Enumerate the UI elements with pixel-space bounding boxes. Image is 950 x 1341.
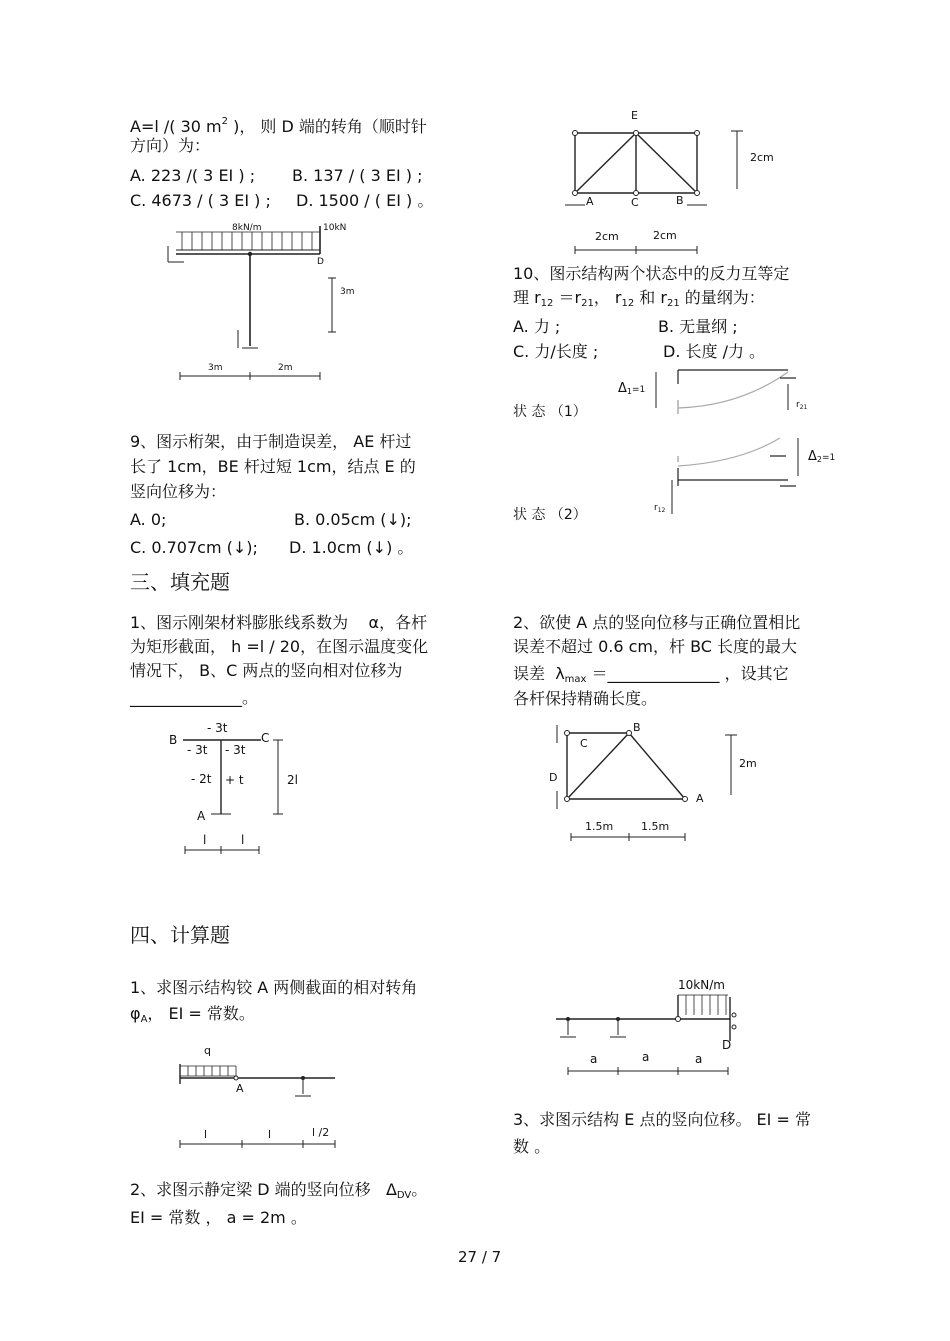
delta-subscript: 1 [626,387,632,396]
truss-node [695,191,700,196]
truss-node [573,131,578,136]
fig3-top-right-temp: - 3t [225,743,246,757]
fig2-height-label: 2cm [750,151,774,164]
truss-node [634,191,639,196]
fig7-a1-label: a [590,1052,598,1066]
joint-node [248,252,252,256]
support-node [301,1076,305,1080]
truss-node [573,191,578,196]
q9-option-a: A. 0; [130,510,167,529]
q10-text-line1: 10、图示结构两个状态中的反力互等定 [513,264,790,283]
fig1-width2-label: 2m [278,363,293,373]
r21-subscript: 21 [799,404,808,411]
q9-option-d-end: ) 。 [386,538,414,557]
q8-option-b: B. 137 / ( 3 EI ) ; [292,166,423,185]
r21-subscript: 21 [666,298,680,309]
fig3-a-label: A [197,809,206,823]
calc2-text-a: 2、求图示静定梁 D 端的竖向位移 [130,1180,371,1199]
r12-subscript: 12 [540,298,554,309]
state2-r12 [654,503,666,514]
frame-figure-q8 [160,218,360,383]
hinged-beam-figure [170,1040,350,1150]
q10-option-d: D. 长度 /力 。 [663,342,766,361]
alpha-symbol: α [368,613,380,632]
support-node [616,1017,620,1021]
truss-node [634,131,639,136]
hinge-node [676,1017,681,1022]
truss-figure-q9 [555,105,795,260]
fig1-d-label: D [317,257,324,267]
q8-option-c: C. 4673 / ( 3 EI ) ; [130,191,271,210]
fill2-text-a: 误差 [513,664,546,683]
lambda-symbol: λ [555,664,565,683]
fig1-width1-label: 3m [208,363,223,373]
q8-text-a: A=l /( 30 m [130,117,222,136]
r-symbol: r [654,503,658,513]
fill2-text-line3 [513,664,789,690]
q9-option-d-text: D. 1.0cm ( [289,538,373,557]
q10-text-e: 的量纲为： [679,288,765,307]
truss-node [683,797,688,802]
fig6-b-label: B [633,721,641,734]
q10-text-b: ＝r [553,288,582,307]
hinge-node [234,1076,238,1080]
fig6-width2-label: 1.5m [641,820,670,833]
q10-text-d: 和 r [634,288,667,307]
truss-figure-fill2 [545,715,775,845]
state1-delta [618,381,645,396]
fig1-load-label: 8kN/m [232,223,262,233]
fill2-text-line2: 误差不超过 0.6 cm，杆 BC 长度的最大 [513,637,798,656]
reciprocal-states-figure [610,362,850,522]
fill1-text-line3: 情况下， B、C 两点的竖向相对位移为 [130,661,403,680]
fig3-c-label: C [261,731,270,745]
phi-symbol: φ [130,1004,141,1023]
fig7-a3-label: a [695,1052,703,1066]
calc1-text-line1: 1、求图示结构铰 A 两侧截面的相对转角 [130,978,418,997]
state2-delta [808,449,835,464]
fig6-c-label: C [580,737,588,750]
fill1-text-line2: 为矩形截面， h =l / 20，在图示温度变化 [130,637,429,656]
fig6-width1-label: 1.5m [585,820,614,833]
q10-text-line2 [513,288,765,314]
state1-r21 [796,400,808,411]
q9-text-line3: 竖向位移为： [130,482,227,501]
q8-text-line2: 方向）为： [130,136,211,155]
state1-label: 状 态 （1） [513,404,587,420]
fill1-answer-blank: ______________。 [130,688,259,707]
q10-option-a: A. 力 ; [513,317,561,336]
q8-option-d: D. 1500 / ( EI ) 。 [296,191,434,210]
fig2-a-label: A [586,195,594,208]
q10-text-a: 理 r [513,288,541,307]
phi-subscript: A [140,1014,148,1025]
calc2-text-end: 。 [411,1180,428,1199]
fig3-height-label: 2l [287,773,298,787]
q9-option-b-text: B. 0.05cm ( [294,510,387,529]
q9-option-b-end: ); [399,510,412,529]
fig3-l2-label: l [241,833,245,847]
fill1-text-b: ，各杆 [379,613,428,632]
fig6-height-label: 2m [739,757,757,770]
fig3-b-label: B [169,733,178,747]
fill2-text-line1: 2、欲使 A 点的竖向位移与正确位置相比 [513,613,801,632]
calc2-text-line2: EI = 常数 ， a = 2m 。 [130,1208,307,1227]
truss-node [565,731,570,736]
q9-option-c-end: ); [246,538,258,557]
fig6-d-label: D [549,771,558,784]
delta-symbol: Δ [808,449,817,464]
section-heading-calculation: 四、计算题 [130,923,230,947]
static-beam-figure [550,975,770,1080]
fig3-l1-label: l [203,833,207,847]
calc2-text-line1 [130,1180,427,1206]
fig7-a2-label: a [642,1050,650,1064]
fig5-l3-label: l /2 [312,1126,330,1139]
truss-node [695,131,700,136]
fill2-text-line4: 各杆保持精确长度。 [513,689,658,708]
calc3-text-line1: 3、求图示结构 E 点的竖向位移。 EI = 常 [513,1110,811,1129]
q8-text-line1 [130,112,427,137]
fig6-a-label: A [696,792,704,805]
arrow-down-icon: ↓ [232,538,247,557]
fill1-text-line1 [130,613,427,633]
q9-option-d [289,538,413,558]
delta-value: =1 [632,385,646,395]
fig2-b-label: B [676,194,684,207]
fig7-d-label: D [722,1038,732,1052]
fig7-load-label: 10kN/m [678,978,725,992]
q9-option-b [294,510,412,530]
fig2-width1-label: 2cm [595,230,619,243]
calc1-text-b: ， EI = 常数。 [147,1004,255,1023]
fill1-text-a: 1、图示刚架材料膨胀线系数为 [130,613,349,632]
arrow-down-icon: ↓ [386,510,400,529]
fig2-c-label: C [631,196,639,209]
state2-label: 状 态 （2） [513,507,587,523]
slider-node [732,1025,736,1029]
fig3-mid-right-temp: + t [225,773,244,787]
fig3-top-left-temp: - 3t [187,743,208,757]
fig2-e-label: E [631,109,638,122]
page-number: 27 / 7 [458,1248,502,1266]
q8-option-a: A. 223 /( 3 EI ) ; [130,166,256,185]
section-heading-fill-blank: 三、填充题 [130,570,230,594]
fig5-l1-label: l [204,1128,208,1141]
r12-subscript: 12 [621,298,635,309]
r12-subscript: 12 [657,507,666,514]
delta-symbol: Δ [618,381,627,396]
delta-subscript: 2 [816,455,822,464]
delta-subscript: DV [396,1190,412,1201]
truss-node [627,731,632,736]
fig2-width2-label: 2cm [653,229,677,242]
calc1-text-line2 [130,1004,255,1030]
q9-text-line1: 9、图示桁架，由于制造误差， AE 杆过 [130,432,412,451]
q9-option-c-text: C. 0.707cm ( [130,538,233,557]
fig1-force-label: 10kN [323,223,347,233]
fill2-text-b: ＝______________ ，设其它 [586,664,789,683]
r-symbol: r [796,400,800,410]
support-node [566,1017,570,1021]
slider-node [732,1013,736,1017]
q9-text-line2: 长了 1cm，BE 杆过短 1cm，结点 E 的 [130,457,416,476]
fig3-mid-left-temp: - 2t [191,772,212,786]
q9-option-c [130,538,258,558]
temperature-frame-figure [165,718,315,858]
arrow-down-icon: ↓ [372,538,387,557]
q8-sup: 2 [221,116,229,127]
fig1-height-label: 3m [340,287,355,297]
q10-option-c: C. 力/长度 ; [513,342,599,361]
r21-subscript: 21 [581,298,594,309]
truss-node [565,797,570,802]
fig3-top-temp: - 3t [207,721,228,735]
fig5-l2-label: l [268,1128,272,1141]
calc3-text-line2: 数 。 [513,1137,551,1156]
fig5-a-label: A [236,1082,244,1095]
fig5-q-label: q [204,1044,211,1057]
q10-text-c: ， r [593,288,622,307]
q8-text-b: )， 则 D 端的转角（顺时针 [228,117,427,136]
delta-symbol: Δ [385,1180,397,1199]
q10-option-b: B. 无量纲 ; [658,317,738,336]
delta-value: =1 [822,453,836,463]
lambda-subscript: max [564,674,587,685]
